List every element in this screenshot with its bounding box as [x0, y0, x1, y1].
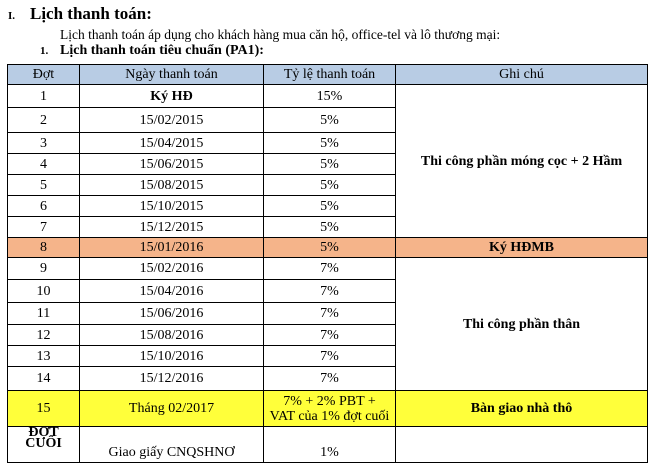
note-cell-contract: Ký HĐMB	[396, 238, 648, 258]
cell-rate: 7%	[264, 367, 396, 391]
cell-dot: 3	[8, 133, 80, 154]
cell-rate: 7%	[264, 258, 396, 280]
cell-date: 15/01/2016	[80, 238, 264, 258]
cell-rate: 7%	[264, 280, 396, 303]
cell-rate	[264, 391, 396, 427]
cell-date: 15/08/2016	[80, 325, 264, 346]
cell-date: 15/08/2015	[80, 175, 264, 196]
cell-rate: 5%	[264, 175, 396, 196]
section-intro: Lịch thanh toán áp dụng cho khách hàng mua căn hộ, office-tel và lô thương mại:	[60, 27, 501, 42]
section-title: Lịch thanh toán:	[30, 4, 152, 23]
payment-schedule-table	[7, 64, 648, 463]
cell-rate: 5%	[264, 108, 396, 133]
cell-date: 15/02/2015	[80, 108, 264, 133]
table-row	[8, 85, 648, 108]
cell-date: 15/06/2015	[80, 154, 264, 175]
cell-dot: 4	[8, 154, 80, 175]
cell-rate: 5%	[264, 217, 396, 238]
cell-dot	[8, 427, 80, 463]
cell-dot: 14	[8, 367, 80, 391]
cell-rate: 1%	[264, 427, 396, 463]
table-row-highlighted	[8, 391, 648, 427]
cell-date: Giao giấy CNQSHNƠ	[80, 427, 264, 463]
cell-dot: 6	[8, 196, 80, 217]
table-header-row	[8, 65, 648, 85]
cell-rate: 7%	[264, 346, 396, 367]
cell-dot-label	[25, 427, 62, 449]
table-row	[8, 258, 648, 280]
cell-date: 15/12/2016	[80, 367, 264, 391]
cell-date: 15/04/2015	[80, 133, 264, 154]
cell-dot-line2: CUỐI	[25, 436, 62, 451]
cell-date: 15/06/2016	[80, 303, 264, 325]
cell-rate: 5%	[264, 133, 396, 154]
cell-dot: 9	[8, 258, 80, 280]
cell-date: Ký HĐ	[80, 85, 264, 108]
note-cell-handover: Bàn giao nhà thô	[396, 391, 648, 427]
subsection-heading	[40, 43, 264, 59]
cell-date: 15/10/2015	[80, 196, 264, 217]
cell-rate: 5%	[264, 238, 396, 258]
header-rate: Tỷ lệ thanh toán	[264, 65, 396, 85]
section-heading	[8, 4, 152, 24]
section-number: I.	[8, 10, 16, 22]
note-cell-body: Thi công phần thân	[396, 258, 648, 391]
subsection-title: Lịch thanh toán tiêu chuẩn (PA1):	[60, 43, 264, 58]
cell-rate-line1: 7% + 2% PBT +	[283, 393, 376, 409]
header-dot: Đợt	[8, 65, 80, 85]
cell-date: Tháng 02/2017	[80, 391, 264, 427]
cell-date: 15/02/2016	[80, 258, 264, 280]
cell-date: 15/04/2016	[80, 280, 264, 303]
cell-dot: 7	[8, 217, 80, 238]
cell-dot: 11	[8, 303, 80, 325]
table-row-highlighted	[8, 238, 648, 258]
cell-dot-line1: ĐỢT	[28, 425, 59, 440]
subsection-number: 1.	[40, 45, 49, 57]
cell-dot: 13	[8, 346, 80, 367]
cell-rate: 7%	[264, 303, 396, 325]
cell-rate-line2: VAT của 1% đợt cuối	[269, 408, 390, 424]
cell-dot: 8	[8, 238, 80, 258]
cell-dot: 12	[8, 325, 80, 346]
header-date: Ngày thanh toán	[80, 65, 264, 85]
table-row	[8, 427, 648, 463]
note-cell-foundation: Thi công phần móng cọc + 2 Hầm	[396, 85, 648, 238]
cell-rate: 15%	[264, 85, 396, 108]
cell-date: 15/10/2016	[80, 346, 264, 367]
note-cell-empty	[396, 427, 648, 463]
cell-date: 15/12/2015	[80, 217, 264, 238]
cell-rate: 5%	[264, 196, 396, 217]
cell-dot: 15	[8, 391, 80, 427]
cell-rate: 5%	[264, 154, 396, 175]
cell-dot: 2	[8, 108, 80, 133]
cell-rate: 7%	[264, 325, 396, 346]
header-note: Ghi chú	[396, 65, 648, 85]
cell-dot: 5	[8, 175, 80, 196]
cell-dot: 1	[8, 85, 80, 108]
cell-dot: 10	[8, 280, 80, 303]
